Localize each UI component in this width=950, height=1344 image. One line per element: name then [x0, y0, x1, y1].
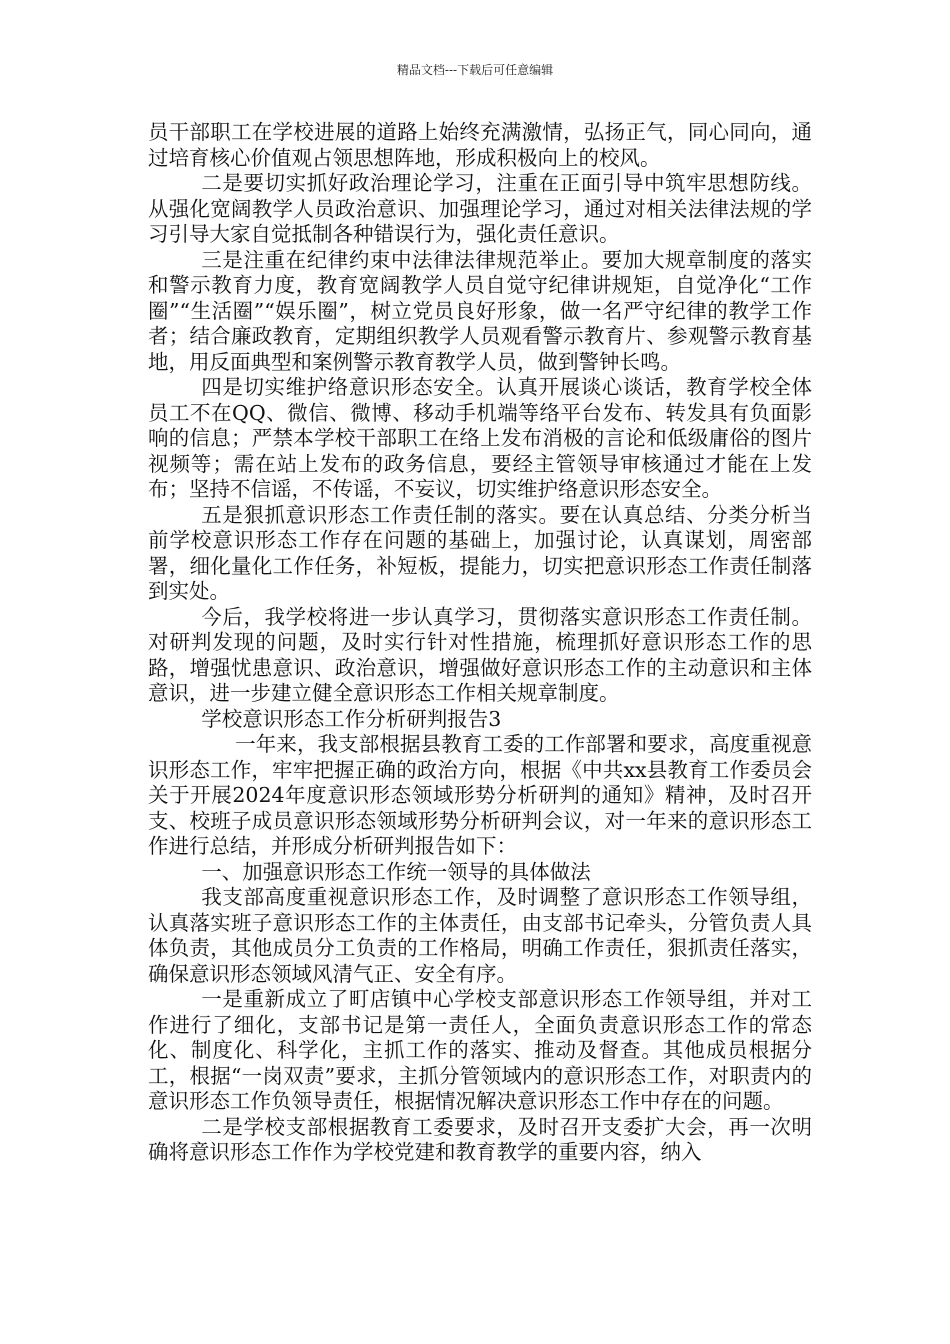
paragraph-leadership: 我支部高度重视意识形态工作，及时调整了意识形态工作领导组，认真落实班子意识形态工作的主体责任，由支部书记牵头，分管负责人具体负责，其他成员分工负责的工作格局，明确工作责任，狠抓责任落实，确保意识形态领域风清气正、安全有序。: [148, 885, 812, 986]
paragraph-theory-study: 二是要切实抓好政治理论学习，注重在正面引导中筑牢思想防线。从强化宽阔教学人员政治意识、加强理论学习，通过对相关法律法规的学习引导大家自觉抵制各种错误行为，强化责任意识。: [148, 171, 812, 246]
report-title: 学校意识形态工作分析研判报告3: [201, 706, 502, 731]
paragraph-network-security: 四是切实维护络意识形态安全。认真开展谈心谈话，教育学校全体员工不在QQ、微信、微博、移动手机端等络平台发布、转发具有负面影响的信息；严禁本学校干部职工在络上发布消极的言论和低级庸俗的图片视频等；需在站上发布的政务信息，要经主管领导审核通过才能在上发布；坚持不信谣，不传谣，不妄议，切实维护络意识形态安全。: [148, 375, 812, 501]
section-heading: 一、加强意识形态工作统一领导的具体做法: [201, 859, 591, 884]
paragraph-discipline: 三是注重在纪律约束中法律法律规范举止。要加大规章制度的落实和警示教育力度，教育宽阔教学人员自觉守纪律讲规矩，自觉净化“工作圈”“生活圈”“娱乐圈”，树立党员良好形象，做一名严守纪律的教学工作者；结合廉政教育，定期组织教学人员观看警示教育片、参观警示教育基地，用反面典型和案例警示教育教学人员，做到警钟长鸣。: [148, 247, 812, 374]
paragraph-future-plan: 今后，我学校将进一步认真学习，贯彻落实意识形态工作责任制。对研判发现的问题，及时实行针对性措施，梳理抓好意识形态工作的思路，增强忧患意识、政治意识，增强做好意识形态工作的主动意识和主体意识，进一步建立健全意识形态工作相关规章制度。: [148, 604, 812, 705]
paragraph-leading-group: 一是重新成立了町店镇中心学校支部意识形态工作领导组，并对工作进行了细化，支部书记是第一责任人，全面负责意识形态工作的常态化、制度化、科学化，主抓工作的落实、推动及督查。其他成员根据分工，根据“一岗双责”要求，主抓分管领域内的意识形态工作，对职责内的意识形态工作负领导责任，根据情况解决意识形态工作中存在的问题。: [148, 987, 812, 1113]
document-body: [148, 120, 812, 1166]
page-header: 精品文档---下载后可任意编辑: [396, 63, 554, 77]
paragraph-continuation: 员干部职工在学校进展的道路上始终充满激情，弘扬正气，同心同向，通过培育核心价值观占领思想阵地，形成积极向上的校风。: [148, 120, 812, 170]
paragraph-responsibility: 五是狠抓意识形态工作责任制的落实。要在认真总结、分类分析当前学校意识形态工作存在问题的基础上，加强讨论，认真谋划，周密部署，细化量化工作任务，补短板，提能力，切实把意识形态工作责任制落到实处。: [148, 502, 812, 603]
paragraph-report-intro: 一年来，我支部根据县教育工委的工作部署和要求，高度重视意识形态工作，牢牢把握正确的政治方向，根据《中共xx县教育工作委员会关于开展2024年度意识形态领域形势分析研判的通知》精神，及时召开支、校班子成员意识形态领域形势分析研判会议，对一年来的意识形态工作进行总结，并形成分析研判报告如下：: [148, 732, 812, 858]
paragraph-branch-meeting: 二是学校支部根据教育工委要求，及时召开支委扩大会，再一次明确将意识形态工作作为学校党建和教育教学的重要内容，纳入: [148, 1114, 812, 1164]
